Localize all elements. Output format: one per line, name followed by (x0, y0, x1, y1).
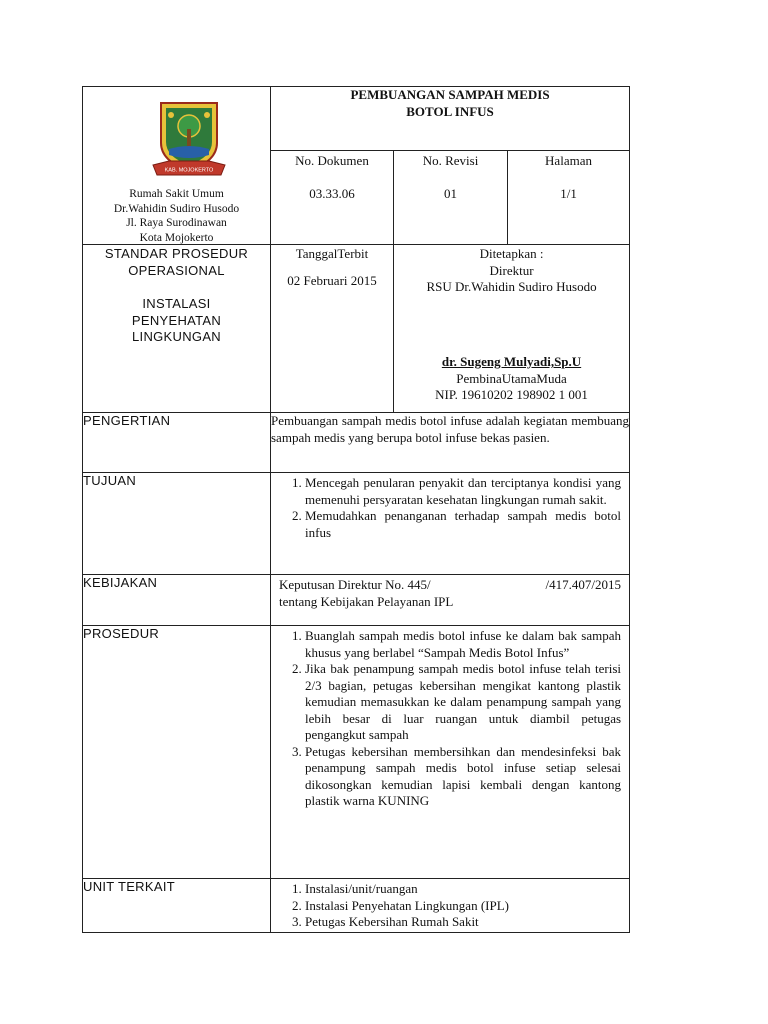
spo-title-cell (83, 245, 271, 413)
approval-label: Ditetapkan : (479, 246, 544, 261)
spo-unit-line-1: INSTALASI (142, 296, 211, 311)
kebijakan-label: KEBIJAKAN (83, 575, 271, 626)
list-item: 1. Mencegah penularan penyakit dan terciptanya kondisi yang memenuhi persyaratan kesehatan lingkungan rumah sakit. (305, 475, 621, 508)
list-item: 2. Jika bak penampung sampah medis botol infuse telah terisi 2/3 bagian, petugas kebersihan mengikat kantong plastik kemudian memasukkan ke dalam penampung sampah yang lebih besar di luar ruangan untuk diambil petugas pengangkut sampah (305, 661, 621, 744)
page-cell (508, 150, 630, 244)
hospital-name-2: Dr.Wahidin Sudiro Husodo (113, 202, 240, 215)
tujuan-label: TUJUAN (83, 473, 271, 575)
hospital-city: Kota Mojokerto (139, 231, 214, 244)
list-item: 2. Memudahkan penanganan terhadap sampah medis botol infus (305, 508, 621, 541)
issue-date-value: 02 Februari 2015 (287, 272, 377, 288)
title-line-2: BOTOL INFUS (406, 103, 494, 119)
approval-cell (394, 245, 630, 413)
approval-role: Direktur (489, 262, 534, 278)
signer-rank: PembinaUtamaMuda (456, 370, 567, 386)
revision-value: 01 (444, 186, 457, 202)
tujuan-list (271, 475, 629, 541)
unit-terkait-list (271, 881, 629, 931)
list-item: 3. Petugas kebersihan membersihkan dan mendesinfeksi bak penampung sampah medis botol infuse setiap selesai dikosongkan kemudian lapisi kembali dengan kantong plastik warna KUNING (305, 744, 621, 810)
title-line-1: PEMBUANGAN SAMPAH MEDIS (350, 87, 550, 102)
sop-document (82, 86, 630, 933)
hospital-street: Jl. Raya Surodinawan (126, 217, 227, 229)
kebijakan-subject: tentang Kebijakan Pelayanan IPL (279, 593, 454, 609)
kebijakan-decree-number: Keputusan Direktur No. 445/ (279, 577, 431, 592)
prosedur-list (271, 628, 629, 810)
prosedur-content (271, 626, 630, 879)
hospital-name: Rumah Sakit Umum (129, 188, 224, 200)
revision-label: No. Revisi (422, 152, 479, 168)
doc-number-label: No. Dokumen (295, 152, 369, 168)
kebijakan-decree-suffix: /417.407/2015 (545, 577, 622, 592)
list-item: 2. Instalasi Penyehatan Lingkungan (IPL) (305, 898, 621, 915)
page-label: Halaman (545, 152, 592, 168)
kebijakan-content (271, 575, 630, 626)
spo-line-2: OPERASIONAL (128, 262, 225, 278)
pengertian-label: PENGERTIAN (83, 413, 271, 473)
issue-date-cell (271, 245, 394, 413)
issue-date-label: TanggalTerbit (295, 246, 369, 261)
spo-line-1: STANDAR PROSEDUR (104, 246, 249, 261)
pengertian-text: Pembuangan sampah medis botol infuse adalah kegiatan membuang sampah medis yang berupa botol infuse bekas pasien. (271, 413, 630, 473)
list-item: 3. Petugas Kebersihan Rumah Sakit (305, 914, 621, 931)
doc-number-cell (271, 150, 394, 244)
document-title (271, 87, 630, 151)
hospital-emblem-icon (147, 99, 231, 179)
list-item: 1. Instalasi/unit/ruangan (305, 881, 621, 898)
signer-nip: NIP. 19610202 198902 1 001 (435, 387, 588, 402)
spo-unit-line-2: PENYEHATAN (131, 312, 222, 328)
hospital-logo-cell (83, 87, 271, 245)
unit-terkait-label: UNIT TERKAIT (83, 879, 271, 933)
signer-name: dr. Sugeng Mulyadi,Sp.U (441, 354, 582, 369)
approval-organization: RSU Dr.Wahidin Sudiro Husodo (426, 279, 597, 294)
prosedur-label: PROSEDUR (83, 626, 271, 879)
spo-unit-line-3: LINGKUNGAN (132, 329, 221, 344)
tujuan-content (271, 473, 630, 575)
hospital-address (83, 187, 270, 245)
page-value: 1/1 (560, 186, 577, 202)
list-item: 1. Buanglah sampah medis botol infuse ke dalam bak sampah khusus yang berlabel “Sampah Medis Botol Infus” (305, 628, 621, 661)
doc-number-value: 03.33.06 (309, 186, 355, 202)
logo-banner-text: KAB. MOJOKERTO (164, 167, 214, 174)
revision-cell (394, 150, 508, 244)
unit-terkait-content (271, 879, 630, 933)
